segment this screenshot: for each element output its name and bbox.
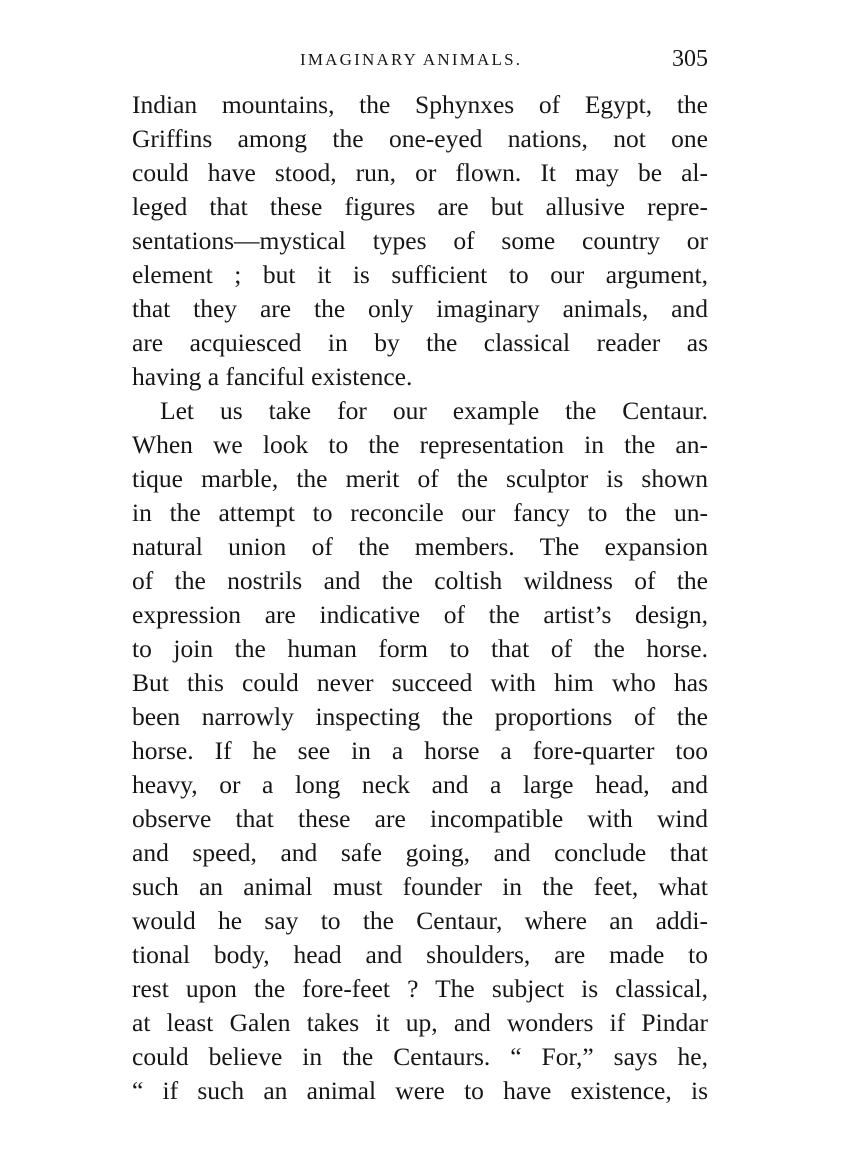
text-line: expression are indicative of the artist’s design, <box>132 600 708 629</box>
text-line: that they are the only imaginary animals, and <box>132 294 708 323</box>
text-line: rest upon the fore-feet ? The subject is classical, <box>132 974 708 1003</box>
text-line: tique marble, the merit of the sculptor is shown <box>132 464 708 493</box>
text-line: observe that these are incompatible with wind <box>132 804 708 833</box>
text-line: Indian mountains, the Sphynxes of Egypt, the <box>132 90 708 119</box>
text-line: been narrowly inspecting the proportions of the <box>132 702 708 731</box>
text-line: are acquiesced in by the classical reader as <box>132 328 708 357</box>
running-title: IMAGINARY ANIMALS. <box>300 50 523 69</box>
paragraph-end-line: having a fanciful existence. <box>132 362 413 391</box>
body-text <box>132 88 708 1108</box>
page-number: 305 <box>672 46 708 72</box>
text-line: of the nostrils and the coltish wildness of the <box>132 566 708 595</box>
text-line: When we look to the representation in the an- <box>132 430 708 459</box>
text-line: heavy, or a long neck and a large head, and <box>132 770 708 799</box>
text-line: such an animal must founder in the feet, what <box>132 872 708 901</box>
text-line: leged that these figures are but allusive repre- <box>132 192 708 221</box>
text-line: element ; but it is sufficient to our argument, <box>132 260 708 289</box>
text-line: could have stood, run, or flown. It may be al- <box>132 158 708 187</box>
text-line: But this could never succeed with him who has <box>132 668 708 697</box>
text-line: “ if such an animal were to have existence, is <box>132 1076 708 1105</box>
text-line: sentations—mystical types of some country or <box>132 226 708 255</box>
text-line: and speed, and safe going, and conclude that <box>132 838 708 867</box>
running-head <box>132 46 708 76</box>
text-line: tional body, head and shoulders, are made to <box>132 940 708 969</box>
text-line: in the attempt to reconcile our fancy to the un- <box>132 498 708 527</box>
text-line: would he say to the Centaur, where an addi- <box>132 906 708 935</box>
text-line: horse. If he see in a horse a fore-quarter too <box>132 736 708 765</box>
text-line: at least Galen takes it up, and wonders if Pindar <box>132 1008 708 1037</box>
text-line: could believe in the Centaurs. “ For,” says he, <box>132 1042 708 1071</box>
text-line: natural union of the members. The expansion <box>132 532 708 561</box>
text-line: to join the human form to that of the horse. <box>132 634 708 663</box>
text-line: Griffins among the one-eyed nations, not one <box>132 124 708 153</box>
paragraph-start-line: Let us take for our example the Centaur. <box>160 396 708 425</box>
